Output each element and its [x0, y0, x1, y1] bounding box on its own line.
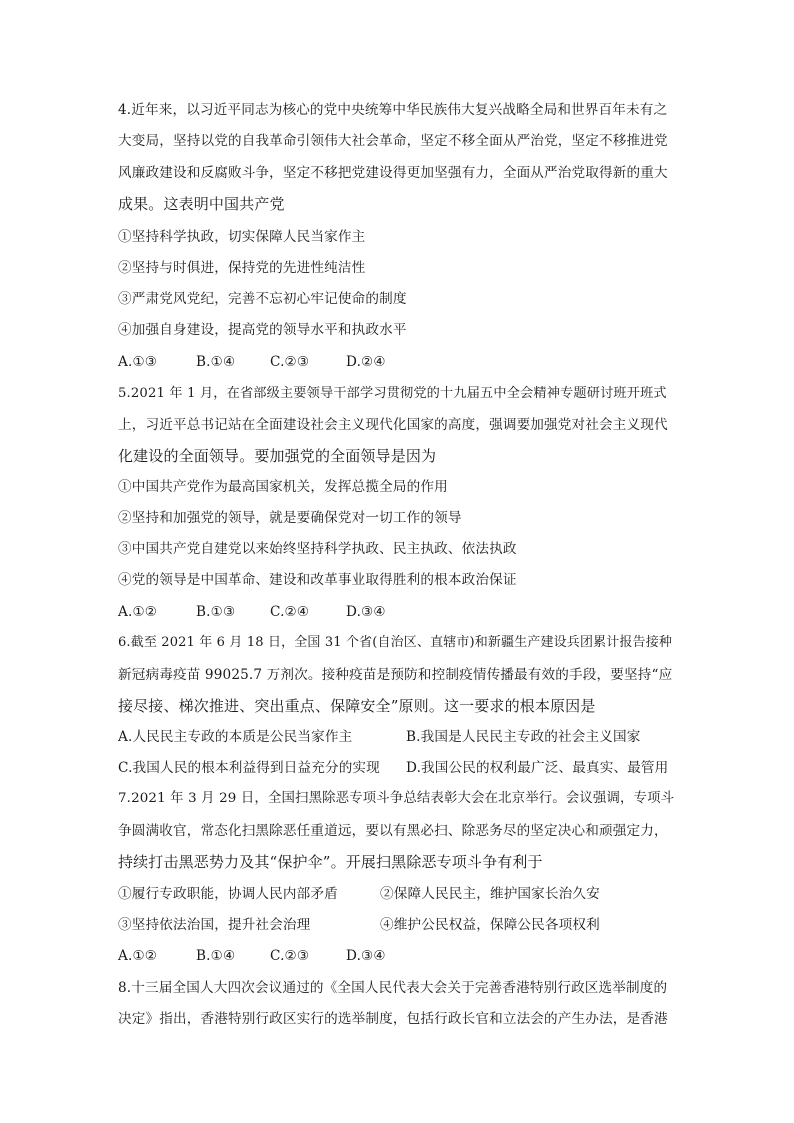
q5-stem-line-1: 5.2021 年 1 月，在省部级主要领导干部学习贯彻党的十九届五中全会精神专题研讨班开班式 — [118, 386, 667, 401]
q5-statement-1: ①中国共产党作为最高国家机关，发挥总揽全局的作用 — [118, 479, 448, 495]
q6-stem-line-2: 新冠病毒疫苗 99025.7 万剂次。接种疫苗是预防和控制疫情传播最有效的手段，要坚持“应 — [118, 667, 673, 683]
q5-stem-line-2: 上，习近平总书记站在全面建设社会主义现代化国家的高度，强调要加强党对社会主义现代 — [118, 417, 668, 433]
q7-stem-line-3: 持续打击黑恶势力及其“保护伞”。开展扫黑除恶专项斗争有利于 — [118, 853, 543, 871]
q5-choice-b: B.①③ — [196, 604, 236, 620]
q4-choice-c: C.②③ — [270, 354, 310, 370]
q5-statement-2: ②坚持和加强党的领导，就是要确保党对一切工作的领导 — [118, 510, 462, 526]
q4-stem-line-4: 成果。这表明中国共产党 — [118, 195, 285, 213]
q8-stem-line-2: 决定》指出，香港特别行政区实行的选举制度，包括行政长官和立法会的产生办法，是香港 — [118, 1011, 668, 1027]
q7-stem-line-1: 7.2021 年 3 月 29 日，全国扫黑除恶专项斗争总结表彰大会在北京举行。会议强调，专项斗 — [118, 791, 675, 806]
q4-statement-4: ④加强自身建设，提高党的领导水平和执政水平 — [118, 322, 407, 338]
q4-stem-line-3: 风廉政建设和反腐败斗争，坚定不移把党建设得更加坚强有力，全面从严治党取得新的重大 — [118, 165, 668, 181]
q4-choice-d: D.②④ — [346, 354, 386, 370]
q6-choice-c: C.我国人民的根本利益得到日益充分的实现 — [118, 760, 380, 776]
q6-stem-line-3: 接尽接、梯次推进、突出重点、保障安全”原则。这一要求的根本原因是 — [118, 697, 596, 715]
q4-statement-1: ①坚持科学执政，切实保障人民当家作主 — [118, 229, 366, 245]
q4-statement-3: ③严肃党风党纪，完善不忘初心牢记使命的制度 — [118, 291, 407, 307]
q5-stem-line-3: 化建设的全面领导。要加强党的全面领导是因为 — [118, 447, 437, 465]
q6-choice-a: A.人民民主专政的本质是公民当家作主 — [118, 729, 353, 745]
q7-statement-1: ①履行专政职能，协调人民内部矛盾 — [118, 886, 338, 902]
q7-choice-d: D.③④ — [346, 948, 386, 964]
q7-choice-a: A.①② — [118, 948, 158, 964]
q7-choice-b: B.①④ — [196, 948, 236, 964]
q5-statement-4: ④党的领导是中国革命、建设和改革事业取得胜利的根本政治保证 — [118, 572, 517, 588]
q7-choice-c: C.②③ — [270, 948, 310, 964]
q5-choice-a: A.①② — [118, 604, 158, 620]
q4-choice-a: A.①③ — [118, 354, 158, 370]
q4-statement-2: ②坚持与时俱进，保持党的先进性纯洁性 — [118, 260, 366, 276]
q6-stem-line-1: 6.截至 2021 年 6 月 18 日，全国 31 个省(自治区、直辖市)和新疆生产建设兵团累计报告接种 — [118, 635, 672, 650]
q7-stem-line-2: 争圆满收官，常态化扫黑除恶任重道远，要以有黑必扫、除恶务尽的坚定决心和顽强定力， — [118, 823, 668, 839]
q4-choice-b: B.①④ — [196, 354, 236, 370]
q7-statement-2: ②保障人民民主，维护国家长治久安 — [380, 886, 600, 902]
q4-stem-line-1: 4.近年来，以习近平同志为核心的党中央统筹中华民族伟大复兴战略全局和世界百年未有之 — [118, 102, 668, 118]
q4-stem-line-2: 大变局，坚持以党的自我革命引领伟大社会革命，坚定不移全面从严治党，坚定不移推进党 — [118, 133, 668, 149]
q5-statement-3: ③中国共产党自建党以来始终坚持科学执政、民主执政、依法执政 — [118, 541, 517, 557]
q7-statement-3: ③坚持依法治国，提升社会治理 — [118, 917, 311, 933]
q8-stem-line-1: 8.十三届全国人大四次会议通过的《全国人民代表大会关于完善香港特别行政区选举制度的 — [118, 980, 668, 996]
q7-statement-4: ④维护公民权益，保障公民各项权利 — [380, 917, 600, 933]
q6-choice-d: D.我国公民的权利最广泛、最真实、最管用 — [406, 760, 669, 776]
q5-choice-d: D.③④ — [346, 604, 386, 620]
q6-choice-b: B.我国是人民民主专政的社会主义国家 — [406, 729, 641, 745]
q5-choice-c: C.②④ — [270, 604, 310, 620]
